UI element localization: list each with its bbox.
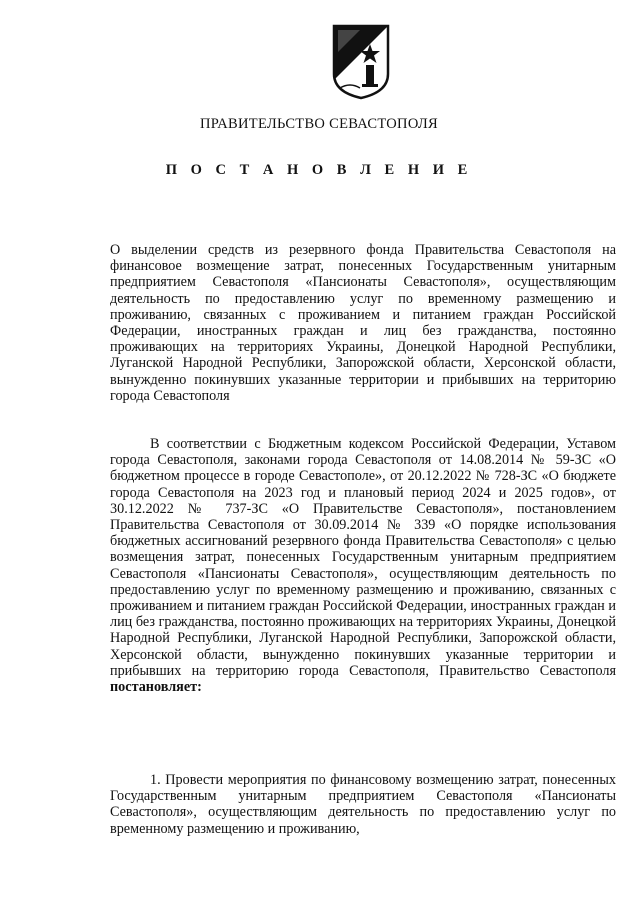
document-type: П О С Т А Н О В Л Е Н И Е bbox=[165, 162, 473, 178]
coat-of-arms-icon bbox=[330, 22, 392, 100]
government-name: ПРАВИТЕЛЬСТВО СЕВАСТОПОЛЯ bbox=[200, 116, 438, 132]
preamble-paragraph bbox=[110, 436, 616, 695]
resolves-word: постановляет: bbox=[110, 679, 202, 696]
document-title: О выделении средств из резервного фонда Правительства Севастополя на финансовое возмещение затрат, понесенных Государственным унитарным предприятием Севастополя «Пансионаты Севастополя», осуществляющим деятельность по предоставлению услуг по временному размещению и проживанию, связанных с проживанием и питанием граждан Российской Федерации, иностранных граждан и лиц без гражданства, постоянно проживающих на территориях Украины, Донецкой Народной Республики, Луганской Народной Республики, Запорожской области, Херсонской области, вынужденно покинувших указанные территории и прибывших на территорию города Севастополя bbox=[110, 242, 616, 404]
preamble-text: В соответствии с Бюджетным кодексом Российской Федерации, Уставом города Севастополя, законами города Севастополя от 14.08.2014 № 59-ЗС «О бюджетном процессе в городе Севастополе», от 20.12.2022 № 728-ЗС «О бюджете города Севастополя на 2023 год и плановый период 2024 и 2025 годов», от 30.12.2022 № 737-ЗС «О Правительстве Севастополя», постановлением Правительства Севастополя от 30.09.2014 № 339 «О порядке использования бюджетных ассигнований резервного фонда Правительства Севастополя» с целью возмещения затрат, понесенных Государственным унитарным предприятием Севастополя «Пансионаты Севастополя», осуществляющим деятельность по предоставлению услуг по временному размещению и проживанию, связанных с проживанием и питанием граждан Российской Федерации, иностранных граждан и лиц без гражданства, постоянно проживающих на территориях Украины, Донецкой Народной Республики, Луганской Народной Республики, Запорожской области, Херсонской области, вынужденно покинувших указанные территории и прибывших на территорию города Севастополя, Правительство Севастополя bbox=[110, 436, 616, 679]
clause-1-paragraph: 1. Провести мероприятия по финансовому возмещению затрат, понесенных Государственным унитарным предприятием Севастополя «Пансионаты Севастополя», осуществляющим деятельность по предоставлению услуг по временному размещению и проживанию, bbox=[110, 772, 616, 837]
